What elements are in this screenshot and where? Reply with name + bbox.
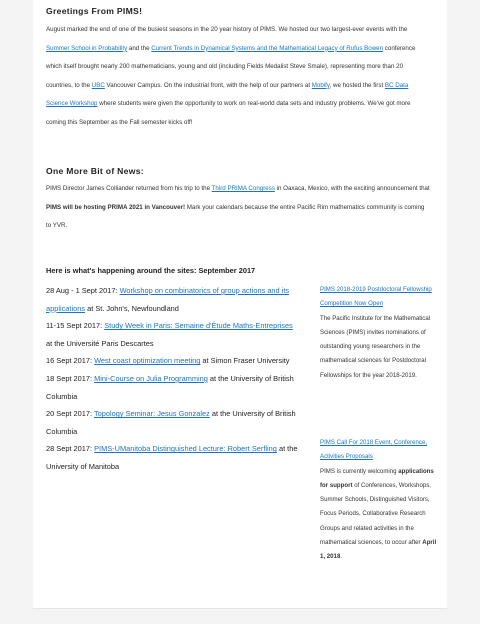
event-location: at the University of British Columbia — [46, 409, 296, 436]
event-item — [46, 440, 299, 475]
event-link[interactable]: PIMS-UManitoba Distinguished Lecture: Robert Serfling — [94, 444, 277, 454]
text: , we hosted the first — [329, 81, 385, 89]
postdoc-fellowship-link[interactable]: PIMS 2018-2019 Postdoctoral Fellowship Competition Now Open — [320, 286, 432, 308]
text: Vancouver Campus. On the industrial front, with the help of our partners at — [104, 81, 312, 89]
call-proposals-link[interactable]: PIMS Call For 2018 Event, Conference, Activities Proposals — [320, 439, 428, 461]
text: PIMS is currently welcoming — [320, 467, 399, 475]
text: and the — [127, 44, 152, 52]
postdoc-sidebar-block — [320, 283, 438, 383]
newsletter-page — [33, 0, 447, 608]
summer-school-link[interactable]: Summer School in Probability — [46, 44, 128, 52]
news-heading: One More Bit of News: — [46, 166, 144, 176]
event-location: at the University of Manitoba — [46, 444, 298, 471]
event-date: 11-15 Sept 2017: — [46, 321, 105, 331]
events-list — [46, 282, 299, 476]
event-date: 20 Sept 2017: — [46, 409, 94, 419]
text: Mark your calendars because the entire Pacific Rim mathematics community is coming to YVR. — [46, 203, 425, 230]
event-date: 16 Sept 2017: — [46, 356, 95, 366]
postdoc-description: The Pacific Institute for the Mathematical Sciences (PIMS) invites nominations of outstanding young researchers in the mathematical sciences for Postdoctoral Fellowships for the year 2018-2019. — [320, 314, 431, 379]
data-science-workshop-link[interactable]: BC Data Science Workshop — [46, 81, 409, 108]
event-location: at the University of British Columbia — [46, 373, 294, 401]
event-link[interactable]: Mini-Course on Julia Programming — [94, 373, 208, 383]
event-location: at Simon Fraser University — [200, 356, 290, 366]
greetings-paragraph — [46, 21, 430, 133]
event-location: at the Université Paris Descartes — [46, 338, 154, 348]
dynamical-systems-link[interactable]: Current Trends in Dynamical Systems and the Mathematical Legacy of Rufus Bowen — [151, 44, 384, 52]
text: in Oaxaca, Mexico, with the exciting announcement that — [274, 185, 430, 192]
bold-text: applications for support — [320, 467, 434, 489]
text: August marked the end of one of the busiest seasons in the 20 year history of PIMS. We hosted our two largest-ever events with the — [46, 26, 408, 33]
prima-congress-link[interactable]: Third PRIMA Congress — [211, 185, 275, 192]
page-bottom-border — [33, 608, 447, 609]
text: PIMS Director James Colliander returned from his trip to the — [46, 185, 212, 192]
ubc-link[interactable]: UBC — [91, 81, 105, 89]
bold-date: April 1, 2018 — [320, 539, 437, 561]
text: conference which itself brought nearly 200 mathematicians, young and old (including Fields Medalist Steve Smale), representing more than 20 countries, to the — [46, 44, 416, 89]
call-sidebar-block — [320, 436, 438, 565]
events-heading: Here is what's happening around the sites: September 2017 — [46, 266, 256, 275]
news-paragraph — [46, 180, 430, 236]
mobify-link[interactable]: Mobify — [311, 81, 330, 89]
event-link[interactable]: West coast optimization meeting — [94, 356, 201, 366]
event-link[interactable]: Study Week in Paris: Semaine d'Étude Maths-Entreprises — [104, 321, 293, 331]
event-link[interactable]: Workshop on combinatorics of group actions and its applications — [46, 286, 290, 313]
event-item — [46, 405, 299, 440]
text: where students were given the opportunity to work on real-world data sets and industry problems. We've got more coming this September as the Fall semester kicks off! — [46, 100, 411, 126]
event-date: 28 Aug - 1 Sept 2017: — [46, 286, 120, 295]
event-item — [46, 352, 299, 370]
event-date: 18 Sept 2017: — [46, 373, 95, 383]
prima-announcement: PIMS will be hosting PRIMA 2021 in Vancouver! — [46, 203, 186, 211]
greetings-heading: Greetings From PIMS! — [46, 6, 143, 16]
event-date: 28 Sept 2017: — [46, 444, 95, 454]
event-item — [46, 282, 299, 317]
event-location: at St. John's, Newfoundland — [85, 303, 179, 313]
text: . — [340, 553, 343, 561]
event-item — [46, 317, 299, 352]
text: of Conferences, Workshops, Summer Schools, Distinguished Visitors, Focus Periods, Collaborative Research Groups and related activities in the mathematical sciences, to occur after — [320, 481, 431, 547]
event-link[interactable]: Topology Seminar: Jesus Gonzalez — [93, 409, 210, 419]
event-item — [46, 370, 299, 405]
